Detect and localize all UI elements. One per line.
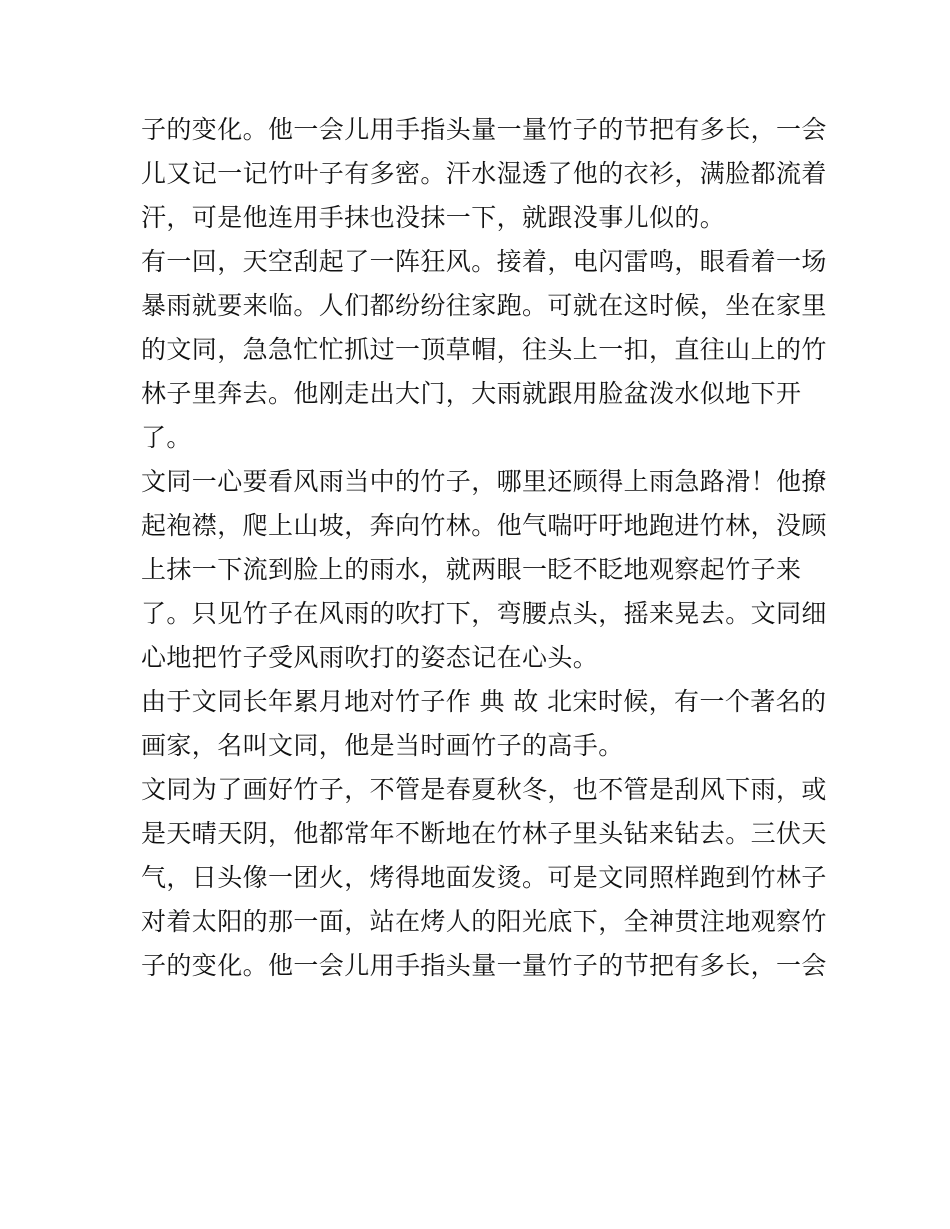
body-text xyxy=(141,108,827,988)
text-line: 林子里奔去。他刚走出大门，大雨就跟用脸盆泼水似地下开 xyxy=(141,379,802,408)
text-line: 有一回，天空刮起了一阵狂风。接着，电闪雷鸣，眼看着一场 xyxy=(141,247,827,276)
text-line: 由于文同长年累月地对竹子作 典 故 北宋时候，有一个著名的 xyxy=(141,687,827,716)
text-line: 了。 xyxy=(141,423,192,452)
text-line: 是天晴天阴，他都常年不断地在竹林子里头钻来钻去。三伏天 xyxy=(141,819,827,848)
text-line: 的文同，急急忙忙抓过一顶草帽，往头上一扣，直往山上的竹 xyxy=(141,335,827,364)
text-line: 上抹一下流到脸上的雨水，就两眼一眨不眨地观察起竹子来 xyxy=(141,555,802,584)
text-line: 文同一心要看风雨当中的竹子，哪里还顾得上雨急路滑！他撩 xyxy=(141,467,827,496)
text-line: 子的变化。他一会儿用手指头量一量竹子的节把有多长，一会 xyxy=(141,115,827,144)
text-line: 起袍襟，爬上山坡，奔向竹林。他气喘吁吁地跑进竹林，没顾 xyxy=(141,511,827,540)
text-line: 文同为了画好竹子，不管是春夏秋冬，也不管是刮风下雨，或 xyxy=(141,775,827,804)
text-line: 心地把竹子受风雨吹打的姿态记在心头。 xyxy=(141,643,599,672)
text-line: 儿又记一记竹叶子有多密。汗水湿透了他的衣衫，满脸都流着 xyxy=(141,159,827,188)
text-line: 画家，名叫文同，他是当时画竹子的高手。 xyxy=(141,731,624,760)
text-line: 暴雨就要来临。人们都纷纷往家跑。可就在这时候，坐在家里 xyxy=(141,291,827,320)
text-line: 汗，可是他连用手抹也没抹一下，就跟没事儿似的。 xyxy=(141,203,726,232)
text-line: 对着太阳的那一面，站在烤人的阳光底下，全神贯注地观察竹 xyxy=(141,907,827,936)
text-line: 气，日头像一团火，烤得地面发烫。可是文同照样跑到竹林子 xyxy=(141,863,827,892)
text-line: 子的变化。他一会儿用手指头量一量竹子的节把有多长，一会 xyxy=(141,951,827,980)
text-line: 了。只见竹子在风雨的吹打下，弯腰点头，摇来晃去。文同细 xyxy=(141,599,827,628)
